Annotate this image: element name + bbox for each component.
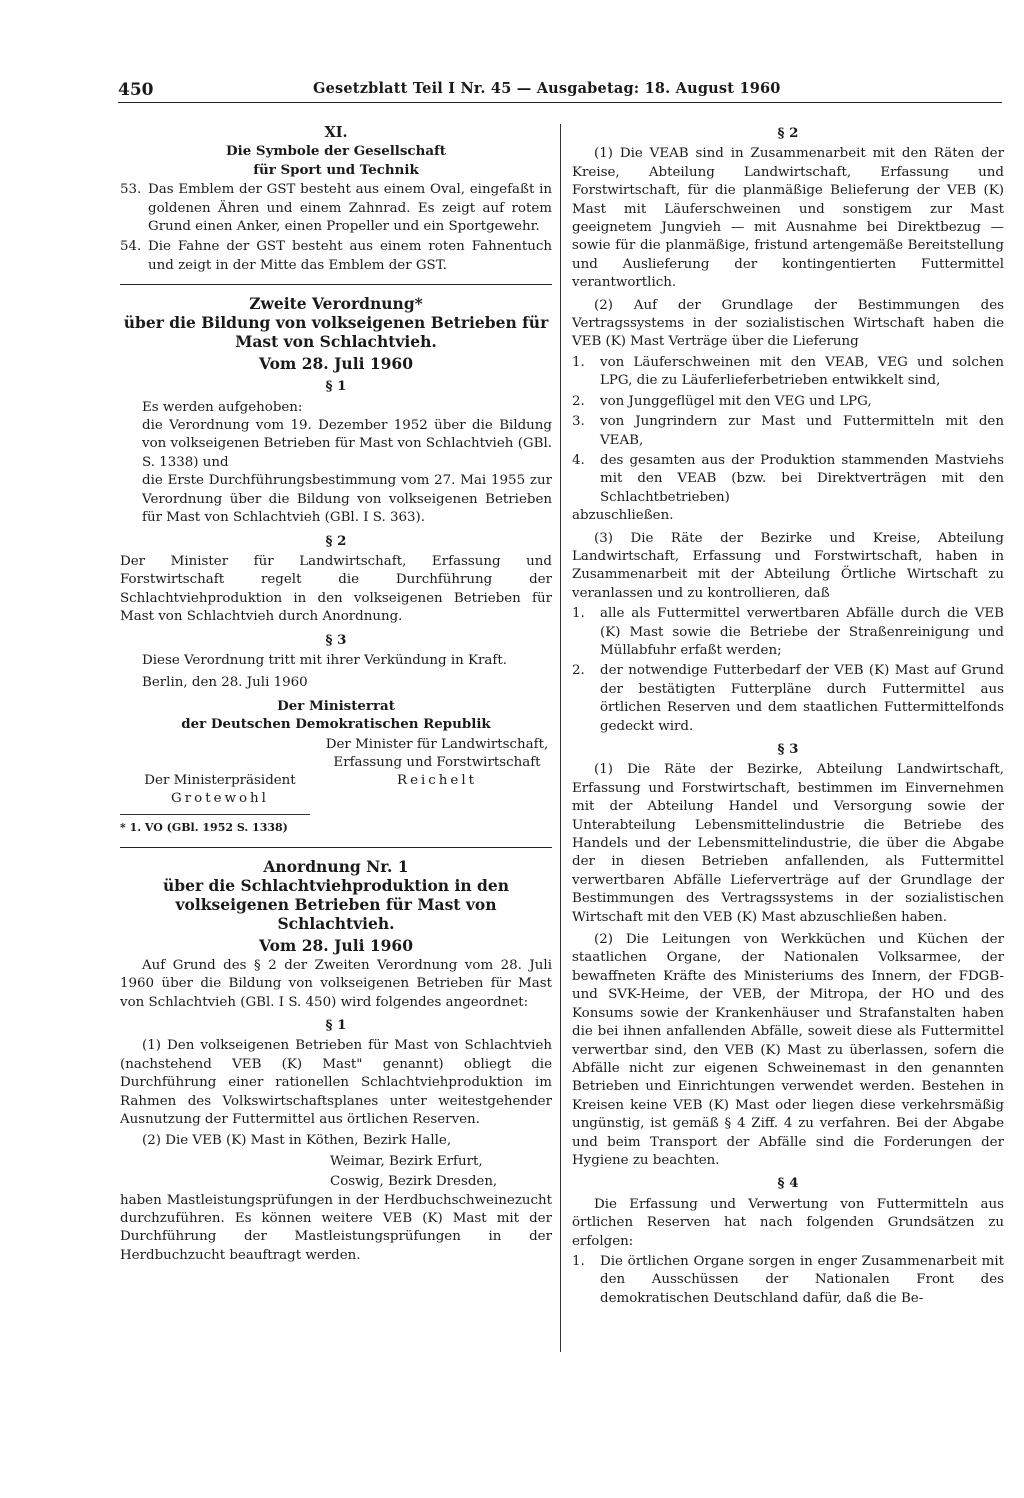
list-item (572, 413, 1004, 450)
footnote-rule (120, 814, 310, 815)
order-p4-text: Die Erfassung und Verwertung von Futtermitteln aus örtlichen Reserven hat nach folgenden Grundsätzen zu erfolgen: (572, 1196, 1004, 1249)
ordinance-p1-a: die Verordnung vom 19. Dezember 1952 über die Bildung von volkseigenen Betrieben für Mast von Schlachtvieh (GBl. S. 1338) und (142, 418, 552, 470)
section-rule (120, 847, 552, 848)
ordinance-paragraph-2: § 2 (325, 532, 347, 549)
item-text: von Jungrindern zur Mast und Futtermitteln mit den VEAB, (600, 414, 1004, 448)
ordinance-p1-b: die Erste Durchführungsbestimmung vom 27. Mai 1955 zur Verordnung über die Bildung von volkseigenen Betrieben für Mast von Schlachtvieh (GBl. I S. 363). (142, 473, 552, 526)
order-p3-text-2: (2) Die Leitungen von Werkküchen und Küchen der staatlichen Organe, der Nationalen Volksarmee, der bewaffneten Kräfte des Ministeriums des Innern, der FDGB- und SVK-Heime, der VEB, der Mitropa, der HO und des Konsums sowie der Krankenhäuser und Strafanstalten haben die bei ihnen anfallenden Abfälle, soweit diese als Futtermittel verwertbar sind, den VEB (K) Mast zu überlassen, sofern die Abfälle nicht zur eigenen Schweinemast in den genannten Betrieben und Einrichtungen verwendet werden. Bestehen in Kreisen keine VEB (K) Mast oder liegen diese verkehrsmäßig ungünstig, ist gemäß § 4 Ziff. 4 zu verfahren. Bei der Abgabe und beim Transport der Abfälle sind die Forderungen der Hygiene zu beachten. (572, 932, 1004, 1168)
right-column (572, 124, 1004, 1308)
list-item-53 (120, 181, 552, 236)
section-xi-title-2: für Sport und Technik (253, 161, 419, 178)
signature-right (322, 736, 552, 809)
ordinance-title-1: Zweite Verordnung* (249, 294, 423, 314)
signature-block (120, 736, 552, 809)
signature-right-role: Der Minister für Landwirtschaft, Erfassung und Forstwirtschaft (325, 736, 549, 770)
signature-left (120, 736, 320, 809)
footnote: * 1. VO (GBl. 1952 S. 1338) (120, 821, 288, 835)
ordinance-p3-text: Diese Verordnung tritt mit ihrer Verkündung in Kraft. (142, 652, 508, 668)
place-date: Berlin, den 28. Juli 1960 (142, 675, 308, 691)
order-p1-text-2b: Weimar, Bezirk Erfurt, (330, 1153, 483, 1169)
item-number: 54. (120, 239, 142, 255)
order-p2-text-2: (2) Auf der Grundlage der Bestimmungen des Vertragssystems in der sozialistischen Wirtschaft haben die VEB (K) Mast Verträge über die Lieferung (572, 297, 1004, 350)
left-column (120, 124, 552, 1265)
item-number: 2. (572, 663, 585, 679)
section-xi-number: XI. (324, 124, 348, 141)
list-item (572, 1253, 1004, 1308)
column-divider (560, 124, 561, 1352)
item-text: von Junggeflügel mit den VEG und LPG, (600, 393, 872, 409)
item-number: 3. (572, 414, 585, 430)
section-xi-title-1: Die Symbole der Gesellschaft (226, 143, 446, 160)
ordinance-date: Vom 28. Juli 1960 (258, 354, 414, 374)
item-text: der notwendige Futterbedarf der VEB (K) Mast auf Grund der bestätigten Futterpläne durch Futtermittel aus örtlichen Reserven und dem staatlichen Futtermittelfonds gedeckt wird. (600, 663, 1004, 734)
item-text: alle als Futtermittel verwertbaren Abfälle durch die VEB (K) Mast sowie die Betriebe der Straßenreinigung und Müllabfuhr erfaßt werden; (600, 606, 1004, 658)
order-date: Vom 28. Juli 1960 (258, 935, 414, 955)
ordinance-title-2: über die Bildung von volkseigenen Betrieben für Mast von Schlachtvieh. (123, 313, 549, 352)
list-item (572, 662, 1004, 736)
order-title-1: Anordnung Nr. 1 (263, 856, 409, 876)
item-number: 53. (120, 182, 142, 198)
order-paragraph-1: § 1 (325, 1017, 347, 1033)
ordinance-p1-intro: Es werden aufgehoben: (142, 399, 303, 415)
list-item-54 (120, 238, 552, 275)
signature-left-name: Grotewohl (171, 790, 269, 806)
order-intro: Auf Grund des § 2 der Zweiten Verordnung vom 28. Juli 1960 über die Bildung von volkseigenen Betrieben für Mast von Schlachtvieh (GBl. I S. 450) wird folgendes angeordnet: (120, 957, 552, 1010)
gazette-title: Gesetzblatt Teil I Nr. 45 — Ausgabetag: 18. August 1960 (313, 80, 781, 97)
order-paragraph-4: § 4 (777, 1175, 799, 1192)
order-p2-text-1: (1) Die VEAB sind in Zusammenarbeit mit den Räten der Kreise, Abteilung Landwirtschaft, Erfassung und Forstwirtschaft, für die planmäßige Belieferung der VEB (K) Mast mit Läuferschweinen und sonstigem zur Mast geeignetem Jungvieh — mit Ausnahme bei Direktbezug — sowie für die planmäßige, fristund artengemäße Bereitstellung und Auslieferung der kontingentierten Futtermittel verantwortlich. (572, 146, 1004, 291)
council-line-2: der Deutschen Demokratischen Republik (181, 716, 491, 733)
item-number: 1. (572, 354, 585, 370)
list-item (572, 393, 1004, 411)
order-title-2: über die Schlachtviehproduktion in den volkseigenen Betrieben für Mast von Schlachtvieh. (162, 875, 509, 933)
section-rule (120, 284, 552, 285)
list-item (572, 452, 1004, 507)
order-p1-text-2a: (2) Die VEB (K) Mast in Köthen, Bezirk Halle, (142, 1133, 452, 1149)
item-text: Die Fahne der GST besteht aus einem roten Fahnentuch und zeigt in der Mitte das Emblem der GST. (148, 239, 552, 273)
ordinance-p2-text: Der Minister für Landwirtschaft, Erfassung und Forstwirtschaft regelt die Durchführung der Schlachtviehproduktion in den volkseigenen Betrieben für Mast von Schlachtvieh durch Anordnung. (120, 553, 552, 625)
order-p1-text-2d: haben Mastleistungsprüfungen in der Herdbuchschweinezucht durchzuführen. Es können weitere VEB (K) Mast mit der Durchführung der Mastleistungsprüfungen in der Herdbuchzucht beauftragt werden. (120, 1192, 552, 1263)
item-text: Die örtlichen Organe sorgen in enger Zusammenarbeit mit den Ausschüssen der Nationalen Front des demokratischen Deutschland dafür, daß die Be- (600, 1253, 1004, 1306)
order-p1-text-1: (1) Den volkseigenen Betrieben für Mast von Schlachtvieh (nachstehend VEB (K) Mast" genannt) obliegt die Durchführung einer rationellen Schlachtviehproduktion im Rahmen des Volkswirtschaftsplanes unter weitestgehender Ausnutzung der Futtermittel aus örtlichen Reserven. (120, 1038, 552, 1128)
order-p1-text-2c: Coswig, Bezirk Dresden, (330, 1174, 498, 1190)
header-rule (118, 102, 1002, 103)
ordinance-paragraph-1: § 1 (325, 378, 347, 395)
item-number: 1. (572, 606, 585, 622)
order-p2-end: abzuschließen. (572, 508, 674, 524)
order-paragraph-2: § 2 (777, 125, 799, 141)
page-header (118, 80, 1002, 106)
signature-left-role: Der Ministerpräsident (144, 772, 296, 788)
order-p2-text-3: (3) Die Räte der Bezirke und Kreise, Abteilung Landwirtschaft, Erfassung und Forstwirtschaft, haben in Zusammenarbeit mit der Abteilung Örtliche Wirtschaft zu veranlassen und zu kontrollieren, daß (572, 530, 1004, 601)
signature-right-name: Reichelt (396, 773, 477, 789)
ordinance-paragraph-3: § 3 (325, 631, 347, 648)
order-p3-text-1: (1) Die Räte der Bezirke, Abteilung Landwirtschaft, Erfassung und Forstwirtschaft, bestimmen im Einvernehmen mit der Abteilung Handel und Versorgung sowie der Unterabteilung Lebensmittelindustrie die Betriebe des Handels und der Lebensmittelindustrie, die über die Abgabe der in diesen Betrieben anfallenden, als Futtermittel verwertbaren Abfälle Lieferverträge auf der Grundlage der Bestimmungen des Vertragssystems in der sozialistischen Wirtschaft mit den VEB (K) Mast abzuschließen haben. (572, 762, 1004, 925)
item-text: Das Emblem der GST besteht aus einem Oval, eingefaßt in goldenen Ähren und einem Zahnrad. Es zeigt auf rotem Grund einen Anker, einen Propeller und ein Sportgewehr. (148, 182, 552, 235)
item-number: 1. (572, 1253, 585, 1269)
item-text: des gesamten aus der Produktion stammenden Mastviehs mit den VEAB (bzw. bei Direktverträgen mit den Schlachtbetrieben) (600, 452, 1004, 505)
list-item (572, 354, 1004, 391)
council-line-1: Der Ministerrat (277, 697, 395, 714)
item-text: von Läuferschweinen mit den VEAB, VEG und solchen LPG, die zu Läuferlieferbetrieben entwikkelt sind, (600, 354, 1004, 389)
page-number: 450 (118, 80, 154, 100)
item-number: 2. (572, 393, 585, 409)
item-number: 4. (572, 452, 585, 468)
list-item (572, 605, 1004, 660)
order-paragraph-3: § 3 (777, 741, 799, 757)
